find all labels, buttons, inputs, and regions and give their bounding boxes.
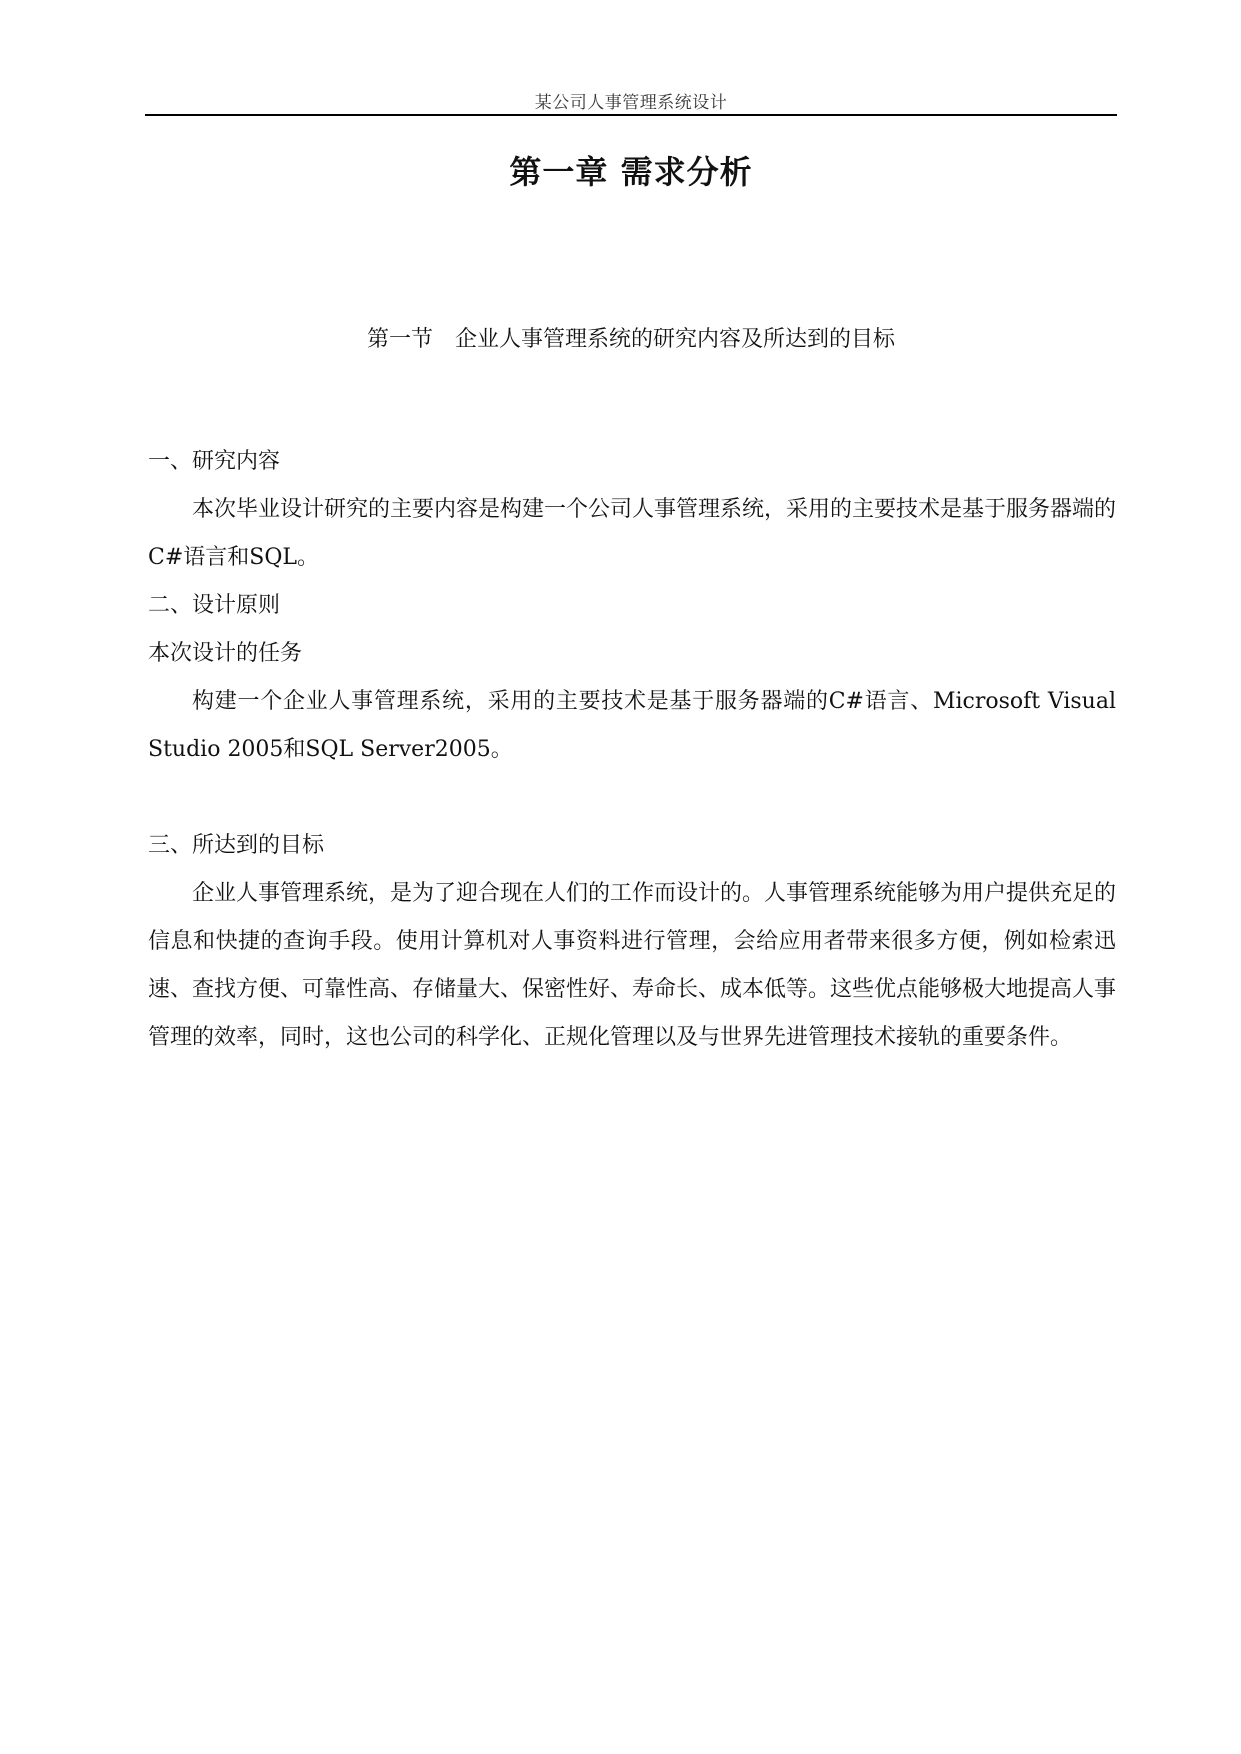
heading-research-content: 一、研究内容 (148, 449, 281, 474)
subheading-design-task: 本次设计的任务 (148, 641, 303, 666)
body-content (148, 438, 1116, 1062)
heading-design-principles: 二、设计原则 (148, 593, 281, 618)
section-title: 第一节 企业人事管理系统的研究内容及所达到的目标 (366, 327, 895, 352)
heading-goals: 三、所达到的目标 (148, 833, 325, 858)
paragraph-goals: 企业人事管理系统，是为了迎合现在人们的工作而设计的。人事管理系统能够为用户提供充足的信息和快捷的查询手段。使用计算机对人事资料进行管理，会给应用者带来很多方便，例如检索迅速、查找方便、可靠性高、存储量大、保密性好、寿命长、成本低等。这些优点能够极大地提高人事管理的效率，同时，这也公司的科学化、正规化管理以及与世界先进管理技术接轨的重要条件。 (148, 881, 1117, 1050)
header-rule (145, 114, 1117, 116)
chapter-title: 第一章 需求分析 (509, 153, 753, 191)
paragraph-design-task: 构建一个企业人事管理系统，采用的主要技术是基于服务器端的C#语言、Microsoft Visual Studio 2005和SQL Server2005。 (148, 689, 1116, 762)
page-header: 某公司人事管理系统设计 (534, 93, 728, 113)
paragraph-research-content: 本次毕业设计研究的主要内容是构建一个公司人事管理系统，采用的主要技术是基于服务器端的C#语言和SQL。 (148, 497, 1117, 570)
